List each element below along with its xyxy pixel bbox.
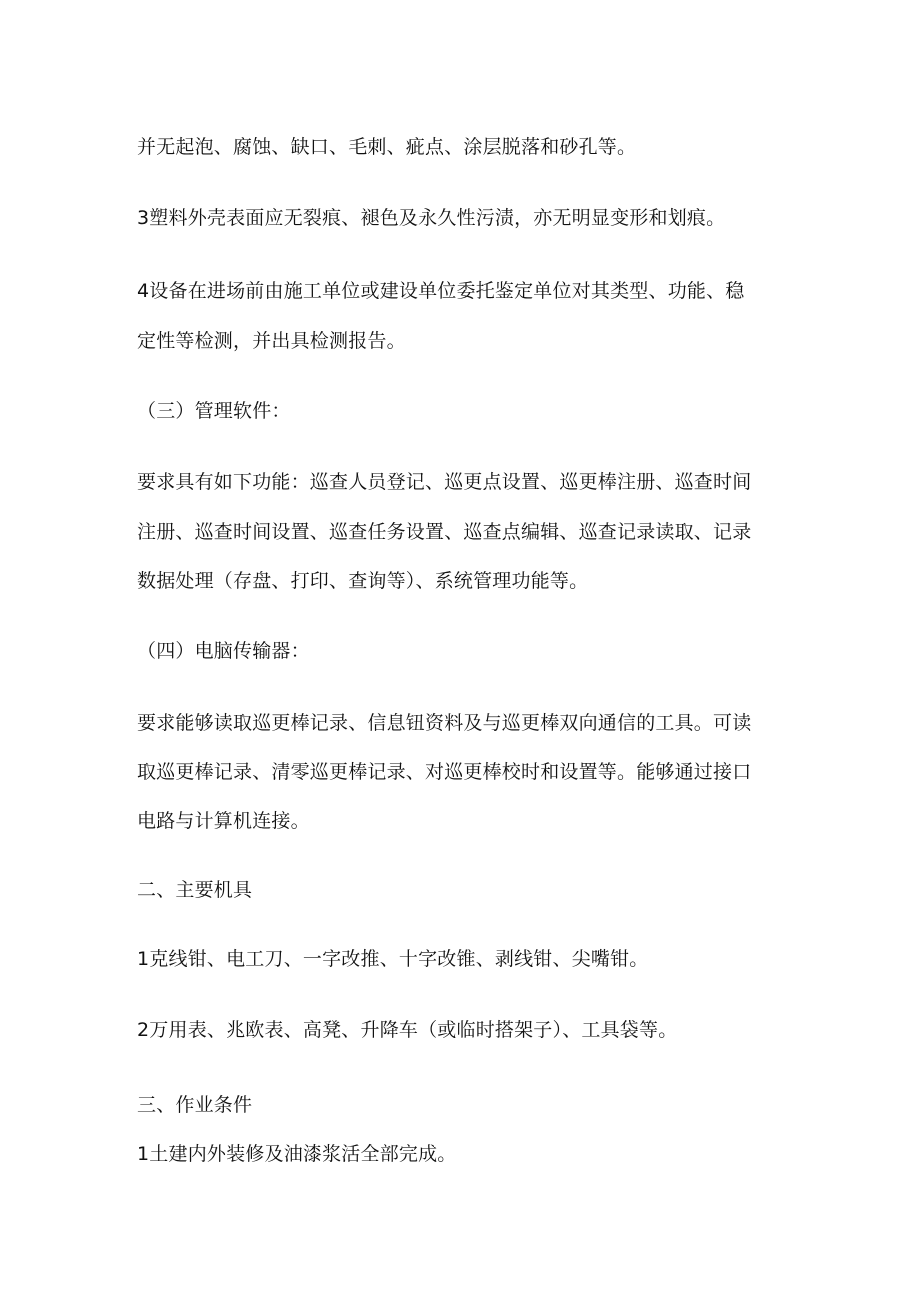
text-line: 要求具有如下功能：巡查人员登记、巡更点设置、巡更棒注册、巡查时间	[137, 471, 752, 493]
section-heading: （四）电脑传输器：	[137, 640, 310, 662]
text-line: 数据处理（存盘、打印、查询等）、系统管理功能等。	[137, 570, 589, 592]
text-line: 1土建内外装修及油漆浆活全部完成。	[137, 1143, 457, 1165]
section-heading: （三）管理软件：	[137, 400, 291, 422]
section-heading: 二、主要机具	[137, 879, 253, 901]
text-line: 电路与计算机连接。	[137, 810, 310, 832]
text-line: 取巡更棒记录、清零巡更棒记录、对巡更棒校时和设置等。能够通过接口	[137, 761, 752, 783]
text-line: 注册、巡查时间设置、巡查任务设置、巡查点编辑、巡查记录读取、记录	[137, 521, 752, 543]
text-line: 1克线钳、电工刀、一字改推、十字改锥、剥线钳、尖嘴钳。	[137, 948, 649, 970]
text-line: 定性等检测，并出具检测报告。	[137, 330, 406, 352]
text-line: 要求能够读取巡更棒记录、信息钮资料及与巡更棒双向通信的工具。可读	[137, 712, 752, 734]
text-line: 4设备在进场前由施工单位或建设单位委托鉴定单位对其类型、功能、稳	[137, 280, 745, 302]
text-line: 2万用表、兆欧表、高凳、升降车（或临时搭架子）、工具袋等。	[137, 1019, 678, 1041]
text-line: 3塑料外壳表面应无裂痕、褪色及永久性污渍，亦无明显变形和划痕。	[137, 207, 726, 229]
section-heading: 三、作业条件	[137, 1094, 253, 1116]
text-line: 并无起泡、腐蚀、缺口、毛刺、疵点、涂层脱落和砂孔等。	[137, 136, 637, 158]
